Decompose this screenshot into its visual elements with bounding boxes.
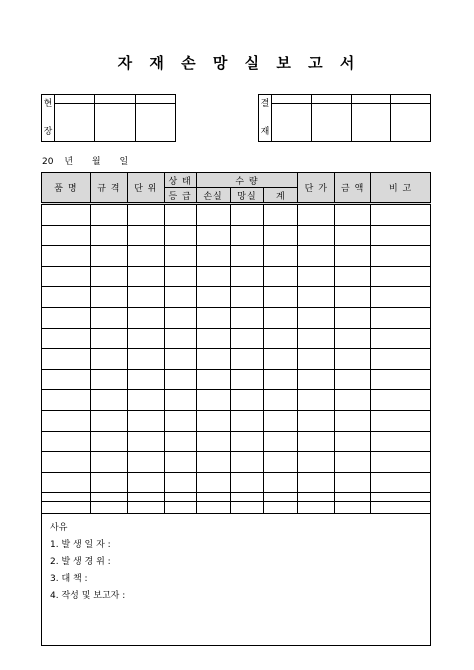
table-cell[interactable] [298, 287, 335, 308]
table-cell[interactable] [127, 472, 164, 493]
table-cell[interactable] [90, 307, 127, 328]
table-cell[interactable] [127, 287, 164, 308]
reason-box[interactable] [41, 501, 431, 646]
table-cell[interactable] [230, 410, 264, 431]
loss-items-table [41, 172, 431, 514]
table-cell[interactable] [371, 328, 431, 349]
table-cell[interactable] [335, 204, 371, 226]
table-cell[interactable] [371, 349, 431, 370]
header-damage: 손실 [196, 188, 230, 204]
table-cell[interactable] [164, 431, 196, 452]
table-cell[interactable] [298, 369, 335, 390]
table-row [42, 472, 431, 493]
table-cell[interactable] [164, 452, 196, 473]
table-cell[interactable] [196, 410, 230, 431]
table-cell[interactable] [264, 266, 298, 287]
table-cell[interactable] [335, 390, 371, 411]
table-cell[interactable] [196, 225, 230, 246]
table-cell[interactable] [90, 349, 127, 370]
table-row [42, 307, 431, 328]
table-cell[interactable] [42, 472, 91, 493]
table-cell[interactable] [164, 410, 196, 431]
table-cell[interactable] [230, 287, 264, 308]
table-cell[interactable] [42, 225, 91, 246]
table-cell[interactable] [371, 225, 431, 246]
table-cell[interactable] [127, 204, 164, 226]
table-cell[interactable] [298, 307, 335, 328]
table-cell[interactable] [196, 369, 230, 390]
table-cell[interactable] [42, 204, 91, 226]
header-lost: 망실 [230, 188, 264, 204]
table-cell[interactable] [264, 369, 298, 390]
note-line-reporter: 4. 작성 및 보고자 : [50, 591, 126, 601]
signature-header-cell[interactable] [351, 95, 391, 104]
table-cell[interactable] [127, 390, 164, 411]
table-cell[interactable] [264, 452, 298, 473]
table-cell[interactable] [127, 328, 164, 349]
header-grade: 등 급 [164, 188, 196, 204]
table-cell[interactable] [298, 431, 335, 452]
table-cell[interactable] [371, 204, 431, 226]
table-cell[interactable] [90, 431, 127, 452]
note-line-occurrence-date: 1. 발 생 일 자 : [50, 540, 111, 550]
table-cell[interactable] [164, 307, 196, 328]
table-cell[interactable] [230, 349, 264, 370]
table-cell[interactable] [230, 390, 264, 411]
table-row [42, 328, 431, 349]
table-cell[interactable] [127, 452, 164, 473]
table-cell[interactable] [335, 431, 371, 452]
table-cell[interactable] [90, 266, 127, 287]
table-cell[interactable] [298, 266, 335, 287]
table-cell[interactable] [264, 410, 298, 431]
table-cell[interactable] [42, 349, 91, 370]
document-title [0, 52, 474, 73]
table-cell[interactable] [335, 287, 371, 308]
signature-cell[interactable] [272, 104, 312, 142]
title-char: 서 [339, 54, 357, 72]
table-cell[interactable] [127, 266, 164, 287]
table-cell[interactable] [298, 472, 335, 493]
table-cell[interactable] [127, 225, 164, 246]
table-cell[interactable] [264, 390, 298, 411]
table-cell[interactable] [42, 287, 91, 308]
table-cell[interactable] [127, 431, 164, 452]
table-cell[interactable] [90, 410, 127, 431]
table-cell[interactable] [371, 410, 431, 431]
table-cell[interactable] [335, 328, 371, 349]
header-total: 계 [264, 188, 298, 204]
table-cell[interactable] [164, 287, 196, 308]
table-cell[interactable] [298, 452, 335, 473]
table-cell[interactable] [164, 369, 196, 390]
signature-header-cell[interactable] [272, 95, 312, 104]
table-cell[interactable] [335, 472, 371, 493]
title-char: 자 [117, 54, 135, 72]
table-cell[interactable] [264, 328, 298, 349]
table-cell[interactable] [264, 431, 298, 452]
table-cell[interactable] [196, 452, 230, 473]
table-cell[interactable] [371, 266, 431, 287]
table-cell[interactable] [298, 204, 335, 226]
item-rows [42, 204, 431, 514]
signature-cell[interactable] [55, 104, 95, 142]
table-cell[interactable] [196, 204, 230, 226]
table-cell[interactable] [264, 287, 298, 308]
signature-header-cell[interactable] [311, 95, 351, 104]
table-cell[interactable] [264, 204, 298, 226]
header-amount: 금 액 [335, 173, 371, 204]
reason-label: 사유 [50, 523, 68, 533]
approval-box [258, 94, 431, 142]
header-spec: 규 격 [90, 173, 127, 204]
table-cell[interactable] [127, 410, 164, 431]
table-cell[interactable] [42, 246, 91, 267]
title-char: 손 [181, 54, 198, 72]
table-cell[interactable] [164, 328, 196, 349]
table-cell[interactable] [196, 266, 230, 287]
header-unit-price: 단 가 [298, 173, 335, 204]
table-cell[interactable] [230, 369, 264, 390]
title-char: 보 [276, 54, 293, 72]
table-cell[interactable] [196, 349, 230, 370]
signature-cell[interactable] [311, 104, 351, 142]
table-row [42, 390, 431, 411]
site-approval-box [41, 94, 176, 142]
table-cell[interactable] [164, 472, 196, 493]
table-row [42, 410, 431, 431]
table-cell[interactable] [298, 246, 335, 267]
date-day: 일 [119, 157, 129, 167]
table-cell[interactable] [42, 452, 91, 473]
table-cell[interactable] [335, 452, 371, 473]
table-cell[interactable] [164, 225, 196, 246]
table-cell[interactable] [230, 307, 264, 328]
signature-cell[interactable] [95, 104, 135, 142]
table-cell[interactable] [230, 225, 264, 246]
table-row [42, 287, 431, 308]
title-char: 고 [308, 54, 325, 72]
date-year-prefix: 20 [42, 157, 54, 167]
table-cell[interactable] [335, 266, 371, 287]
table-cell[interactable] [371, 390, 431, 411]
table-row [42, 431, 431, 452]
note-line-countermeasure: 3. 대 책 : [50, 574, 88, 584]
table-cell[interactable] [298, 349, 335, 370]
table-cell[interactable] [371, 246, 431, 267]
table-cell[interactable] [90, 246, 127, 267]
table-cell[interactable] [335, 369, 371, 390]
table-cell[interactable] [42, 410, 91, 431]
table-cell[interactable] [127, 246, 164, 267]
table-cell[interactable] [264, 307, 298, 328]
table-cell[interactable] [298, 225, 335, 246]
table-cell[interactable] [230, 452, 264, 473]
table-cell[interactable] [264, 225, 298, 246]
table-cell[interactable] [196, 390, 230, 411]
report-date [42, 154, 144, 167]
site-sign-label: 현 장 [42, 95, 55, 142]
signature-cell[interactable] [351, 104, 391, 142]
table-cell[interactable] [42, 266, 91, 287]
header-remark: 비 고 [371, 173, 431, 204]
signature-cell[interactable] [391, 104, 431, 142]
table-cell[interactable] [335, 307, 371, 328]
table-cell[interactable] [196, 472, 230, 493]
date-month: 월 [91, 157, 101, 167]
table-cell[interactable] [42, 328, 91, 349]
header-unit: 단 위 [127, 173, 164, 204]
table-row [42, 369, 431, 390]
table-cell[interactable] [230, 472, 264, 493]
table-cell[interactable] [335, 225, 371, 246]
table-cell[interactable] [164, 246, 196, 267]
table-cell[interactable] [264, 246, 298, 267]
table-cell[interactable] [42, 369, 91, 390]
table-cell[interactable] [90, 390, 127, 411]
table-cell[interactable] [127, 349, 164, 370]
table-cell[interactable] [90, 369, 127, 390]
table-row [42, 225, 431, 246]
table-cell[interactable] [90, 225, 127, 246]
table-cell[interactable] [335, 246, 371, 267]
note-line-occurrence-details: 2. 발 생 경 위 : [50, 557, 111, 567]
table-cell[interactable] [196, 307, 230, 328]
table-cell[interactable] [196, 287, 230, 308]
table-cell[interactable] [335, 349, 371, 370]
table-cell[interactable] [298, 328, 335, 349]
table-cell[interactable] [90, 328, 127, 349]
table-cell[interactable] [164, 266, 196, 287]
date-year: 년 [64, 157, 74, 167]
table-row [42, 452, 431, 473]
table-cell[interactable] [371, 472, 431, 493]
table-cell[interactable] [371, 431, 431, 452]
signature-header-cell[interactable] [55, 95, 95, 104]
title-char: 실 [244, 54, 262, 72]
table-cell[interactable] [335, 410, 371, 431]
table-row [42, 266, 431, 287]
approval-sign-label: 결 재 [259, 95, 272, 142]
signature-header-cell[interactable] [95, 95, 135, 104]
table-cell[interactable] [90, 204, 127, 226]
title-char: 재 [149, 54, 166, 72]
table-cell[interactable] [164, 204, 196, 226]
signature-cell[interactable] [135, 104, 175, 142]
table-cell[interactable] [42, 431, 91, 452]
table-row [42, 349, 431, 370]
table-row [42, 246, 431, 267]
table-cell[interactable] [42, 390, 91, 411]
table-row [42, 204, 431, 226]
table-cell[interactable] [371, 307, 431, 328]
table-cell[interactable] [264, 472, 298, 493]
table-cell[interactable] [371, 452, 431, 473]
table-cell[interactable] [264, 349, 298, 370]
header-state: 상 태 [164, 173, 196, 188]
table-cell[interactable] [164, 390, 196, 411]
signature-header-cell[interactable] [391, 95, 431, 104]
header-quantity: 수 량 [196, 173, 298, 188]
table-cell[interactable] [127, 369, 164, 390]
table-cell[interactable] [371, 369, 431, 390]
table-cell[interactable] [298, 390, 335, 411]
table-cell[interactable] [90, 452, 127, 473]
table-cell[interactable] [298, 410, 335, 431]
table-cell[interactable] [230, 246, 264, 267]
table-cell[interactable] [230, 204, 264, 226]
table-cell[interactable] [127, 307, 164, 328]
table-cell[interactable] [42, 307, 91, 328]
table-cell[interactable] [230, 328, 264, 349]
table-cell[interactable] [196, 328, 230, 349]
title-char: 망 [212, 54, 230, 72]
table-cell[interactable] [196, 246, 230, 267]
header-name: 품 명 [42, 173, 91, 204]
table-cell[interactable] [90, 287, 127, 308]
table-cell[interactable] [371, 287, 431, 308]
table-cell[interactable] [164, 349, 196, 370]
table-cell[interactable] [230, 266, 264, 287]
table-cell[interactable] [230, 431, 264, 452]
table-cell[interactable] [196, 431, 230, 452]
table-cell[interactable] [90, 472, 127, 493]
signature-header-cell[interactable] [135, 95, 175, 104]
